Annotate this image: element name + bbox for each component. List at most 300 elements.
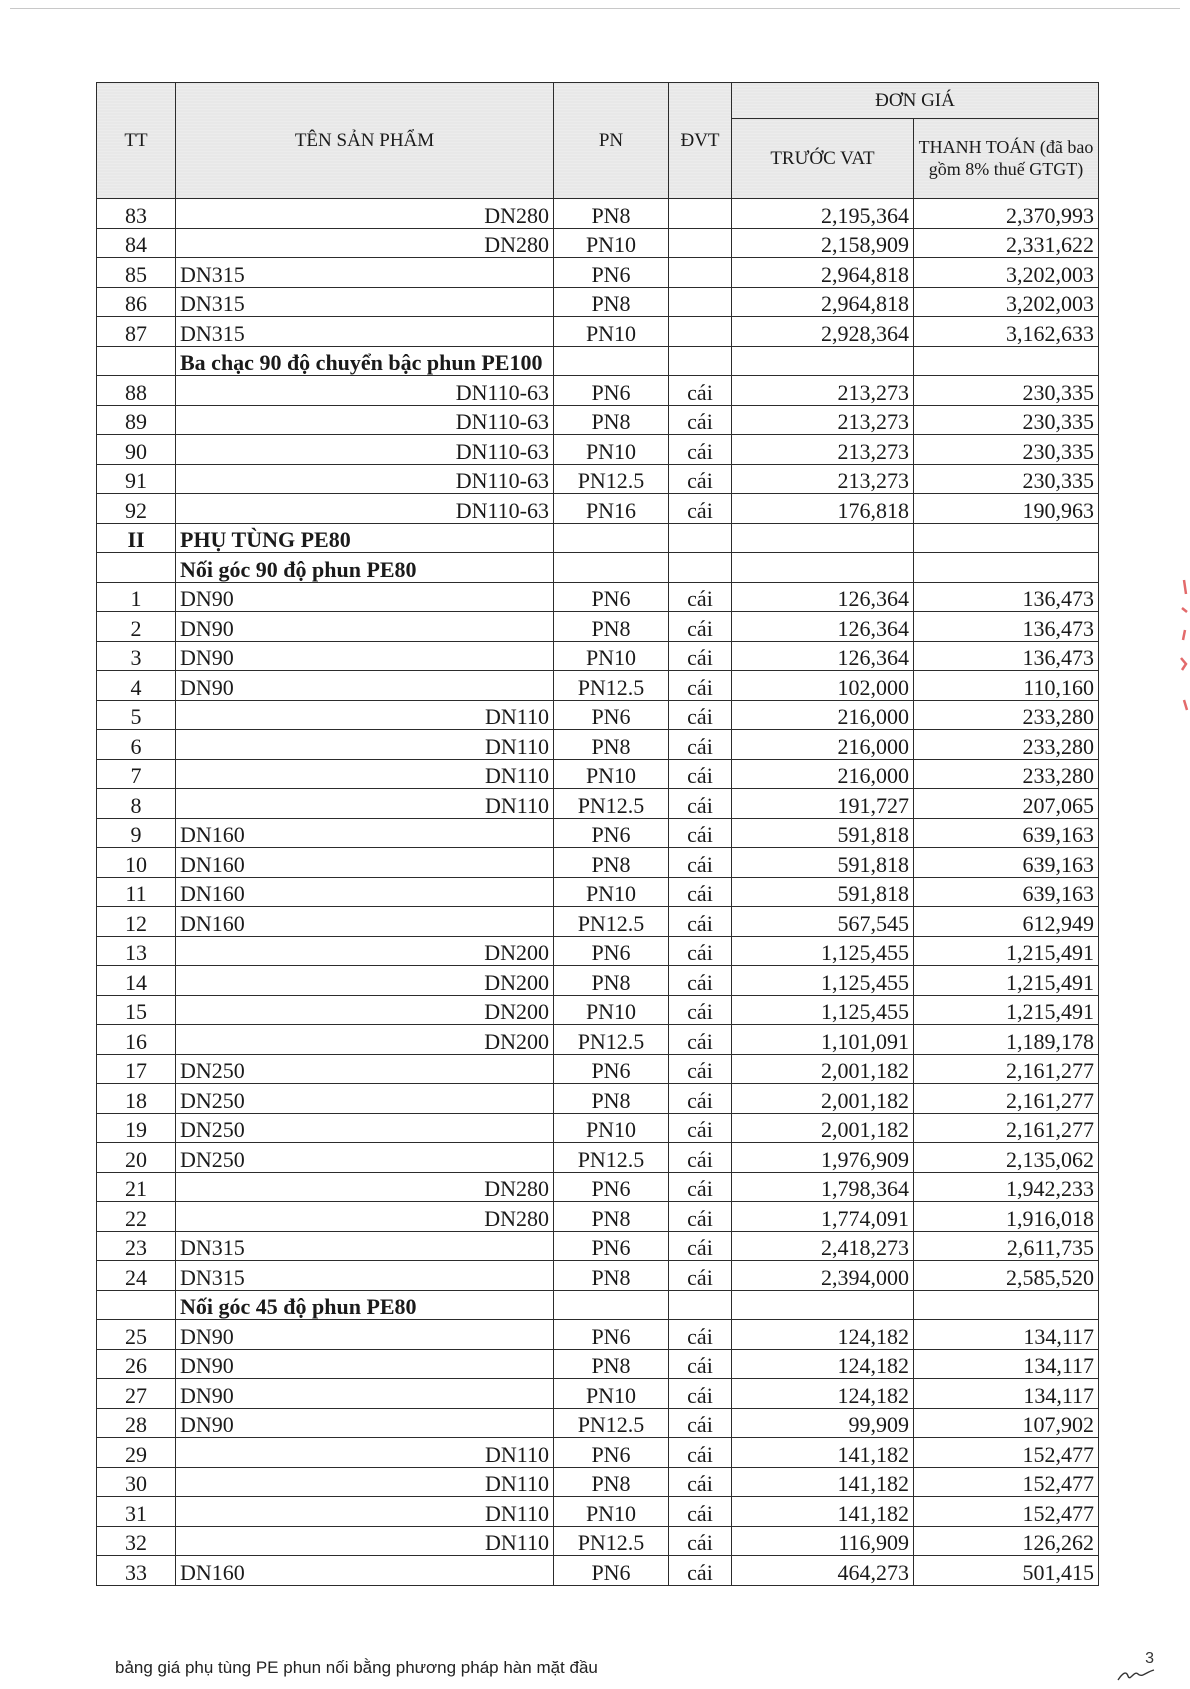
table-row — [97, 759, 1099, 789]
product-size: DN90 — [176, 641, 554, 671]
unit: cái — [669, 789, 732, 819]
price-before-vat: 124,182 — [732, 1379, 914, 1409]
product-size: DN250 — [176, 1054, 554, 1084]
row-number: 23 — [97, 1231, 176, 1261]
price-with-vat: 230,335 — [914, 376, 1099, 406]
product-size: DN110 — [176, 1438, 554, 1468]
table-row — [97, 700, 1099, 730]
table-row — [97, 966, 1099, 996]
product-size: DN110 — [176, 1526, 554, 1556]
empty-cell — [669, 346, 732, 376]
pressure-rating: PN8 — [554, 1202, 669, 1232]
product-size: DN90 — [176, 671, 554, 701]
product-size: DN315 — [176, 1231, 554, 1261]
price-with-vat: 230,335 — [914, 435, 1099, 465]
empty-cell — [914, 346, 1099, 376]
price-before-vat: 591,818 — [732, 848, 914, 878]
row-number: 92 — [97, 494, 176, 524]
header-before-vat: TRƯỚC VAT — [732, 119, 914, 199]
product-size: DN315 — [176, 1261, 554, 1291]
price-with-vat: 2,585,520 — [914, 1261, 1099, 1291]
price-with-vat: 134,117 — [914, 1349, 1099, 1379]
row-number: 9 — [97, 818, 176, 848]
unit: cái — [669, 995, 732, 1025]
price-before-vat: 216,000 — [732, 730, 914, 760]
unit: cái — [669, 1084, 732, 1114]
pressure-rating: PN10 — [554, 1497, 669, 1527]
unit: cái — [669, 759, 732, 789]
row-number: 15 — [97, 995, 176, 1025]
product-size: DN110-63 — [176, 405, 554, 435]
pressure-rating: PN6 — [554, 1172, 669, 1202]
price-with-vat: 233,280 — [914, 759, 1099, 789]
price-with-vat: 152,477 — [914, 1438, 1099, 1468]
table-row — [97, 582, 1099, 612]
unit: cái — [669, 1320, 732, 1350]
empty-cell — [914, 1290, 1099, 1320]
row-number: 28 — [97, 1408, 176, 1438]
pressure-rating: PN6 — [554, 1231, 669, 1261]
product-size: DN200 — [176, 1025, 554, 1055]
unit: cái — [669, 1408, 732, 1438]
pressure-rating: PN8 — [554, 405, 669, 435]
table-row — [97, 848, 1099, 878]
row-number: 4 — [97, 671, 176, 701]
price-before-vat: 2,001,182 — [732, 1084, 914, 1114]
unit — [669, 287, 732, 317]
table-row — [97, 1143, 1099, 1173]
product-size: DN90 — [176, 582, 554, 612]
header-payment: THANH TOÁN (đã bao gồm 8% thuế GTGT) — [914, 119, 1099, 199]
price-before-vat: 141,182 — [732, 1438, 914, 1468]
price-with-vat: 2,161,277 — [914, 1113, 1099, 1143]
pressure-rating: PN8 — [554, 1467, 669, 1497]
unit: cái — [669, 877, 732, 907]
row-number — [97, 346, 176, 376]
unit: cái — [669, 700, 732, 730]
table-row — [97, 877, 1099, 907]
price-before-vat: 99,909 — [732, 1408, 914, 1438]
price-with-vat: 233,280 — [914, 700, 1099, 730]
row-number: 1 — [97, 582, 176, 612]
empty-cell — [732, 523, 914, 553]
price-with-vat: 190,963 — [914, 494, 1099, 524]
unit: cái — [669, 641, 732, 671]
price-before-vat: 213,273 — [732, 376, 914, 406]
table-row — [97, 1497, 1099, 1527]
row-number: 31 — [97, 1497, 176, 1527]
row-number: 13 — [97, 936, 176, 966]
unit: cái — [669, 1054, 732, 1084]
unit: cái — [669, 494, 732, 524]
product-size: DN110-63 — [176, 494, 554, 524]
row-number: 85 — [97, 258, 176, 288]
header-product-name: TÊN SẢN PHẨM — [176, 83, 554, 199]
pressure-rating: PN6 — [554, 1320, 669, 1350]
unit: cái — [669, 936, 732, 966]
unit: cái — [669, 1526, 732, 1556]
table-row — [97, 1202, 1099, 1232]
unit — [669, 228, 732, 258]
price-table — [96, 82, 1099, 1586]
unit: cái — [669, 1113, 732, 1143]
row-number: 11 — [97, 877, 176, 907]
pressure-rating: PN6 — [554, 1438, 669, 1468]
empty-cell — [554, 553, 669, 583]
table-row — [97, 376, 1099, 406]
row-number: 10 — [97, 848, 176, 878]
price-with-vat: 1,215,491 — [914, 995, 1099, 1025]
pressure-rating: PN8 — [554, 1084, 669, 1114]
unit: cái — [669, 405, 732, 435]
unit: cái — [669, 1438, 732, 1468]
table-row — [97, 1054, 1099, 1084]
pressure-rating: PN6 — [554, 582, 669, 612]
pressure-rating: PN12.5 — [554, 1143, 669, 1173]
unit: cái — [669, 1497, 732, 1527]
price-with-vat: 136,473 — [914, 641, 1099, 671]
price-before-vat: 213,273 — [732, 405, 914, 435]
row-number: 22 — [97, 1202, 176, 1232]
price-with-vat: 501,415 — [914, 1556, 1099, 1586]
price-before-vat: 1,976,909 — [732, 1143, 914, 1173]
price-before-vat: 591,818 — [732, 818, 914, 848]
row-number: 7 — [97, 759, 176, 789]
pressure-rating: PN10 — [554, 641, 669, 671]
section-row — [97, 346, 1099, 376]
product-size: DN315 — [176, 258, 554, 288]
price-with-vat: 612,949 — [914, 907, 1099, 937]
unit: cái — [669, 1556, 732, 1586]
table-row — [97, 1172, 1099, 1202]
row-number: 86 — [97, 287, 176, 317]
price-before-vat: 1,125,455 — [732, 936, 914, 966]
price-with-vat: 136,473 — [914, 582, 1099, 612]
price-before-vat: 176,818 — [732, 494, 914, 524]
empty-cell — [669, 523, 732, 553]
price-with-vat: 2,370,993 — [914, 199, 1099, 229]
table-row — [97, 1261, 1099, 1291]
price-before-vat: 2,418,273 — [732, 1231, 914, 1261]
price-before-vat: 126,364 — [732, 641, 914, 671]
row-number: 24 — [97, 1261, 176, 1291]
price-with-vat: 152,477 — [914, 1467, 1099, 1497]
price-before-vat: 2,001,182 — [732, 1054, 914, 1084]
top-border-rule — [10, 8, 1180, 9]
price-before-vat: 2,928,364 — [732, 317, 914, 347]
product-size: DN110-63 — [176, 435, 554, 465]
unit: cái — [669, 1143, 732, 1173]
pressure-rating: PN10 — [554, 317, 669, 347]
pressure-rating: PN6 — [554, 1054, 669, 1084]
row-number: 88 — [97, 376, 176, 406]
row-number: 25 — [97, 1320, 176, 1350]
price-before-vat: 141,182 — [732, 1467, 914, 1497]
price-with-vat: 3,202,003 — [914, 258, 1099, 288]
row-number: 30 — [97, 1467, 176, 1497]
unit: cái — [669, 435, 732, 465]
price-before-vat: 124,182 — [732, 1349, 914, 1379]
unit — [669, 258, 732, 288]
product-size: DN200 — [176, 966, 554, 996]
product-size: DN110 — [176, 1467, 554, 1497]
table-row — [97, 1084, 1099, 1114]
product-size: DN200 — [176, 995, 554, 1025]
price-before-vat: 126,364 — [732, 582, 914, 612]
footer-note: bảng giá phụ tùng PE phun nối bằng phương pháp hàn mặt đầu — [115, 1658, 598, 1677]
pressure-rating: PN12.5 — [554, 1526, 669, 1556]
pressure-rating: PN6 — [554, 818, 669, 848]
table-row — [97, 818, 1099, 848]
product-size: DN160 — [176, 848, 554, 878]
unit: cái — [669, 730, 732, 760]
pressure-rating: PN10 — [554, 228, 669, 258]
table-body — [97, 199, 1099, 1586]
table-row — [97, 730, 1099, 760]
price-before-vat: 1,798,364 — [732, 1172, 914, 1202]
empty-cell — [554, 346, 669, 376]
row-number: 89 — [97, 405, 176, 435]
empty-cell — [554, 523, 669, 553]
signature-initials — [1114, 1664, 1166, 1684]
price-before-vat: 213,273 — [732, 464, 914, 494]
price-with-vat: 207,065 — [914, 789, 1099, 819]
unit: cái — [669, 1349, 732, 1379]
pressure-rating: PN8 — [554, 848, 669, 878]
unit: cái — [669, 1379, 732, 1409]
price-before-vat: 141,182 — [732, 1497, 914, 1527]
product-size: DN160 — [176, 907, 554, 937]
unit: cái — [669, 1231, 732, 1261]
table-row — [97, 1231, 1099, 1261]
row-number: 91 — [97, 464, 176, 494]
price-with-vat: 2,331,622 — [914, 228, 1099, 258]
pressure-rating: PN12.5 — [554, 1408, 669, 1438]
pressure-rating: PN12.5 — [554, 1025, 669, 1055]
pressure-rating: PN10 — [554, 1113, 669, 1143]
table-row — [97, 1467, 1099, 1497]
empty-cell — [669, 553, 732, 583]
table-row — [97, 464, 1099, 494]
price-before-vat: 216,000 — [732, 700, 914, 730]
table-row — [97, 317, 1099, 347]
price-with-vat: 2,611,735 — [914, 1231, 1099, 1261]
unit: cái — [669, 848, 732, 878]
row-number: 5 — [97, 700, 176, 730]
row-number: 84 — [97, 228, 176, 258]
price-with-vat: 136,473 — [914, 612, 1099, 642]
pressure-rating: PN12.5 — [554, 671, 669, 701]
price-with-vat: 639,163 — [914, 848, 1099, 878]
price-with-vat: 2,161,277 — [914, 1084, 1099, 1114]
unit: cái — [669, 671, 732, 701]
pressure-rating: PN10 — [554, 877, 669, 907]
unit: cái — [669, 1467, 732, 1497]
product-size: DN315 — [176, 317, 554, 347]
product-size: DN110 — [176, 759, 554, 789]
price-with-vat: 3,202,003 — [914, 287, 1099, 317]
price-with-vat: 1,916,018 — [914, 1202, 1099, 1232]
pressure-rating: PN16 — [554, 494, 669, 524]
price-with-vat: 3,162,633 — [914, 317, 1099, 347]
unit: cái — [669, 582, 732, 612]
pressure-rating: PN12.5 — [554, 907, 669, 937]
section-row — [97, 1290, 1099, 1320]
product-size: DN280 — [176, 1202, 554, 1232]
price-with-vat: 110,160 — [914, 671, 1099, 701]
header-unit: ĐVT — [669, 83, 732, 199]
row-number: 2 — [97, 612, 176, 642]
pressure-rating: PN12.5 — [554, 789, 669, 819]
price-before-vat: 1,125,455 — [732, 995, 914, 1025]
product-size: DN110 — [176, 700, 554, 730]
product-size: DN200 — [176, 936, 554, 966]
header-pn: PN — [554, 83, 669, 199]
price-before-vat: 2,195,364 — [732, 199, 914, 229]
table-row — [97, 1526, 1099, 1556]
table-row — [97, 1379, 1099, 1409]
table-row — [97, 1349, 1099, 1379]
row-number: 6 — [97, 730, 176, 760]
pressure-rating: PN6 — [554, 258, 669, 288]
empty-cell — [732, 346, 914, 376]
row-number: 90 — [97, 435, 176, 465]
section-title: Nối góc 90 độ phun PE80 — [176, 553, 554, 583]
table-row — [97, 1408, 1099, 1438]
header-unit-price: ĐƠN GIÁ — [732, 83, 1099, 119]
price-with-vat: 1,942,233 — [914, 1172, 1099, 1202]
product-size: DN280 — [176, 1172, 554, 1202]
price-before-vat: 2,964,818 — [732, 287, 914, 317]
red-stamp-edge — [1170, 560, 1190, 760]
pressure-rating: PN8 — [554, 1349, 669, 1379]
table-row — [97, 789, 1099, 819]
row-number: 21 — [97, 1172, 176, 1202]
table-row — [97, 1320, 1099, 1350]
price-with-vat: 2,161,277 — [914, 1054, 1099, 1084]
pressure-rating: PN10 — [554, 1379, 669, 1409]
pressure-rating: PN12.5 — [554, 464, 669, 494]
table-row — [97, 494, 1099, 524]
price-before-vat: 116,909 — [732, 1526, 914, 1556]
price-before-vat: 567,545 — [732, 907, 914, 937]
unit — [669, 317, 732, 347]
row-number: 32 — [97, 1526, 176, 1556]
table-row — [97, 1556, 1099, 1586]
header-row-top — [97, 83, 1099, 119]
row-number: 18 — [97, 1084, 176, 1114]
empty-cell — [554, 1290, 669, 1320]
product-size: DN160 — [176, 1556, 554, 1586]
table-row — [97, 435, 1099, 465]
price-with-vat: 639,163 — [914, 877, 1099, 907]
product-size: DN110-63 — [176, 376, 554, 406]
header-tt: TT — [97, 83, 176, 199]
price-before-vat: 1,774,091 — [732, 1202, 914, 1232]
price-with-vat: 134,117 — [914, 1320, 1099, 1350]
row-number: 14 — [97, 966, 176, 996]
product-size: DN160 — [176, 877, 554, 907]
product-size: DN90 — [176, 1408, 554, 1438]
pressure-rating: PN6 — [554, 936, 669, 966]
price-before-vat: 2,964,818 — [732, 258, 914, 288]
price-before-vat: 2,001,182 — [732, 1113, 914, 1143]
price-before-vat: 1,125,455 — [732, 966, 914, 996]
price-with-vat: 639,163 — [914, 818, 1099, 848]
product-size: DN90 — [176, 1320, 554, 1350]
pressure-rating: PN6 — [554, 1556, 669, 1586]
row-number: 87 — [97, 317, 176, 347]
product-size: DN250 — [176, 1113, 554, 1143]
row-number: 29 — [97, 1438, 176, 1468]
table-row — [97, 671, 1099, 701]
pressure-rating: PN6 — [554, 376, 669, 406]
price-before-vat: 213,273 — [732, 435, 914, 465]
unit: cái — [669, 907, 732, 937]
unit — [669, 199, 732, 229]
price-before-vat: 1,101,091 — [732, 1025, 914, 1055]
table-row — [97, 1025, 1099, 1055]
unit: cái — [669, 966, 732, 996]
price-with-vat: 230,335 — [914, 405, 1099, 435]
product-size: DN280 — [176, 199, 554, 229]
product-size: DN160 — [176, 818, 554, 848]
row-number: 19 — [97, 1113, 176, 1143]
section-row — [97, 553, 1099, 583]
pressure-rating: PN8 — [554, 199, 669, 229]
price-before-vat: 2,158,909 — [732, 228, 914, 258]
price-with-vat: 134,117 — [914, 1379, 1099, 1409]
empty-cell — [669, 1290, 732, 1320]
price-with-vat: 152,477 — [914, 1497, 1099, 1527]
table-row — [97, 641, 1099, 671]
pressure-rating: PN8 — [554, 966, 669, 996]
section-title: Nối góc 45 độ phun PE80 — [176, 1290, 554, 1320]
price-before-vat: 216,000 — [732, 759, 914, 789]
price-with-vat: 233,280 — [914, 730, 1099, 760]
price-with-vat: 1,215,491 — [914, 966, 1099, 996]
price-with-vat: 1,215,491 — [914, 936, 1099, 966]
row-number: 27 — [97, 1379, 176, 1409]
product-size: DN110-63 — [176, 464, 554, 494]
price-before-vat: 126,364 — [732, 612, 914, 642]
empty-cell — [732, 553, 914, 583]
table-row — [97, 287, 1099, 317]
table-row — [97, 907, 1099, 937]
row-number: 20 — [97, 1143, 176, 1173]
pressure-rating: PN8 — [554, 612, 669, 642]
table-row — [97, 936, 1099, 966]
price-with-vat: 230,335 — [914, 464, 1099, 494]
pressure-rating: PN10 — [554, 995, 669, 1025]
product-size: DN250 — [176, 1143, 554, 1173]
table-row — [97, 258, 1099, 288]
price-with-vat: 107,902 — [914, 1408, 1099, 1438]
unit: cái — [669, 612, 732, 642]
section-title: PHỤ TÙNG PE80 — [176, 523, 554, 553]
row-number: 12 — [97, 907, 176, 937]
price-before-vat: 191,727 — [732, 789, 914, 819]
price-with-vat: 2,135,062 — [914, 1143, 1099, 1173]
row-number: 16 — [97, 1025, 176, 1055]
unit: cái — [669, 1025, 732, 1055]
table-row — [97, 1438, 1099, 1468]
row-number: 83 — [97, 199, 176, 229]
unit: cái — [669, 464, 732, 494]
unit: cái — [669, 1172, 732, 1202]
section-title: Ba chạc 90 độ chuyển bậc phun PE100 — [176, 346, 554, 376]
row-number: 26 — [97, 1349, 176, 1379]
